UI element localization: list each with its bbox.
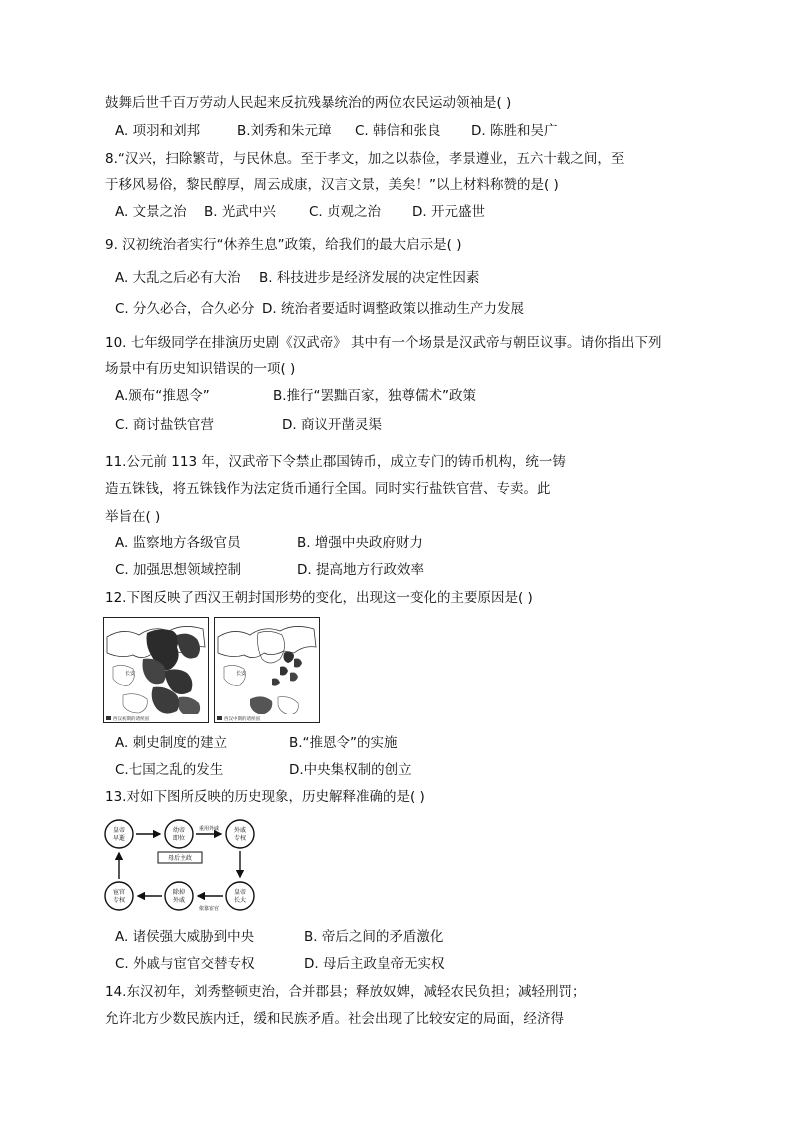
q10-option-a: A.颁布“推恩令”	[115, 388, 210, 404]
q14-stem-line2: 允许北方少数民族内迁，缓和民族矛盾。社会出现了比较安定的局面，经济得	[105, 1011, 564, 1027]
n4-line1: 皇帝	[233, 889, 247, 896]
n6-line2: 专权	[112, 897, 126, 904]
q9-option-d: D. 统治者要适时调整政策以推动生产力发展	[262, 301, 524, 317]
q12-option-b: B.“推恩令”的实施	[289, 735, 398, 751]
q11-stem-line3: 举旨在( )	[105, 509, 161, 525]
n1-line1: 皇帝	[112, 827, 126, 834]
q7-option-c: C. 韩信和张良	[355, 123, 441, 139]
q14-stem-line1: 14.东汉初年，刘秀整顿吏治，合并郡县；释放奴婢，减轻农民负担；减轻刑罚；	[105, 984, 586, 1000]
q13-option-c: C. 外戚与宦官交替专权	[115, 956, 255, 972]
map-left-label-changan: 长安	[125, 671, 136, 677]
q11-stem-line1: 11.公元前 113 年，汉武帝下令禁止郡国铸币，成立专门的铸币机构，统一铸	[105, 454, 566, 470]
map-right-label-changan: 长安	[236, 671, 247, 677]
q12-option-a: A. 刺史制度的建立	[115, 735, 228, 751]
q8-option-c: C. 贞观之治	[309, 204, 382, 220]
map-early-western-han	[103, 617, 209, 723]
q13-option-d: D. 母后主政皇帝无实权	[304, 956, 445, 972]
node-emperor-early-death	[105, 820, 133, 848]
node-eunuch-power	[105, 882, 133, 910]
q8-option-b: B. 光武中兴	[204, 204, 276, 220]
q7-option-d: D. 陈胜和吴广	[471, 123, 558, 139]
map-right-caption: 西汉中期的诸侯国	[224, 717, 260, 722]
n2-line1: 幼帝	[172, 827, 186, 834]
q13-option-a: A. 诸侯强大威胁到中央	[115, 929, 255, 945]
q9-stem: 9. 汉初统治者实行“休养生息”政策，给我们的最大启示是( )	[105, 237, 462, 253]
n3-line1: 外戚	[233, 827, 247, 834]
q8-stem-line2: 于移风易俗，黎民醇厚，周云成康，汉言文景，美矣！”以上材料称赞的是( )	[105, 177, 559, 193]
q10-option-b: B.推行“罢黜百家，独尊儒术”政策	[273, 388, 477, 404]
n5-line2: 外戚	[172, 897, 186, 904]
q12-stem: 12.下图反映了西汉王朝封国形势的变化，出现这一变化的主要原因是( )	[105, 590, 533, 606]
q10-stem-line1: 10. 七年级同学在排演历史剧《汉武帝》 其中有一个场景是汉武帝与朝臣议事。请你指出下列	[105, 335, 662, 351]
q9-option-c: C. 分久必合，合久必分	[115, 301, 255, 317]
node-consort-kin-power	[226, 820, 254, 848]
q12-option-d: D.中央集权制的创立	[289, 762, 412, 778]
q11-option-c: C. 加强思想领域控制	[115, 562, 242, 578]
node-remove-consort-kin	[165, 882, 193, 910]
q11-stem-line2: 造五铢钱，将五铢钱作为法定货币通行全国。同时实行盐铁官营、专卖。此	[105, 481, 551, 497]
q13-option-b: B. 帝后之间的矛盾激化	[304, 929, 444, 945]
q10-stem-line2: 场景中有历史知识错误的一项( )	[105, 361, 296, 377]
map-mid-western-han	[214, 617, 320, 723]
q11-option-a: A. 监察地方各级官员	[115, 535, 241, 551]
q9-option-a: A. 大乱之后必有大治	[115, 270, 241, 286]
n1-line2: 早逝	[112, 835, 126, 842]
q13-stem: 13.对如下图所反映的历史现象，历史解释准确的是( )	[105, 789, 425, 805]
n6-line1: 宦官	[112, 889, 126, 896]
n4-line2: 长大	[233, 897, 247, 904]
q8-option-d: D. 开元盛世	[412, 204, 485, 220]
q11-option-d: D. 提高地方行政效率	[297, 562, 424, 578]
q9-option-b: B. 科技进步是经济发展的决定性因素	[259, 270, 480, 286]
n2-line2: 即位	[172, 835, 186, 842]
q8-stem-line1: 8.“汉兴，扫除繁苛，与民休息。至于孝文，加之以恭俭，孝景遵业，五六十载之间，至	[105, 151, 625, 167]
q7-option-b: B.刘秀和朱元璋	[237, 123, 332, 139]
q10-option-d: D. 商议开凿灵渠	[282, 417, 382, 433]
q7-option-a: A. 项羽和刘邦	[115, 123, 201, 139]
diagram-power-cycle	[102, 812, 262, 918]
node-emperor-grown	[226, 882, 254, 910]
q11-option-b: B. 增强中央政府财力	[297, 535, 423, 551]
q8-option-a: A. 文景之治	[115, 204, 187, 220]
node-child-emperor	[165, 820, 193, 848]
n5-line1: 除掉	[172, 889, 186, 896]
edge-label-right: 依靠宦官	[198, 906, 220, 912]
q7-stem: 鼓舞后世千百万劳动人民起来反抗残暴统治的两位农民运动领袖是( )	[105, 95, 512, 111]
q10-option-c: C. 商讨盐铁官营	[115, 417, 215, 433]
edge-label-top: 重用外戚	[198, 826, 220, 832]
map-left-caption: 西汉初期的诸侯国	[113, 717, 149, 722]
n3-line2: 专权	[233, 835, 247, 842]
q12-option-c: C.七国之乱的发生	[115, 762, 224, 778]
center-box-label: 母后主政	[167, 855, 193, 862]
